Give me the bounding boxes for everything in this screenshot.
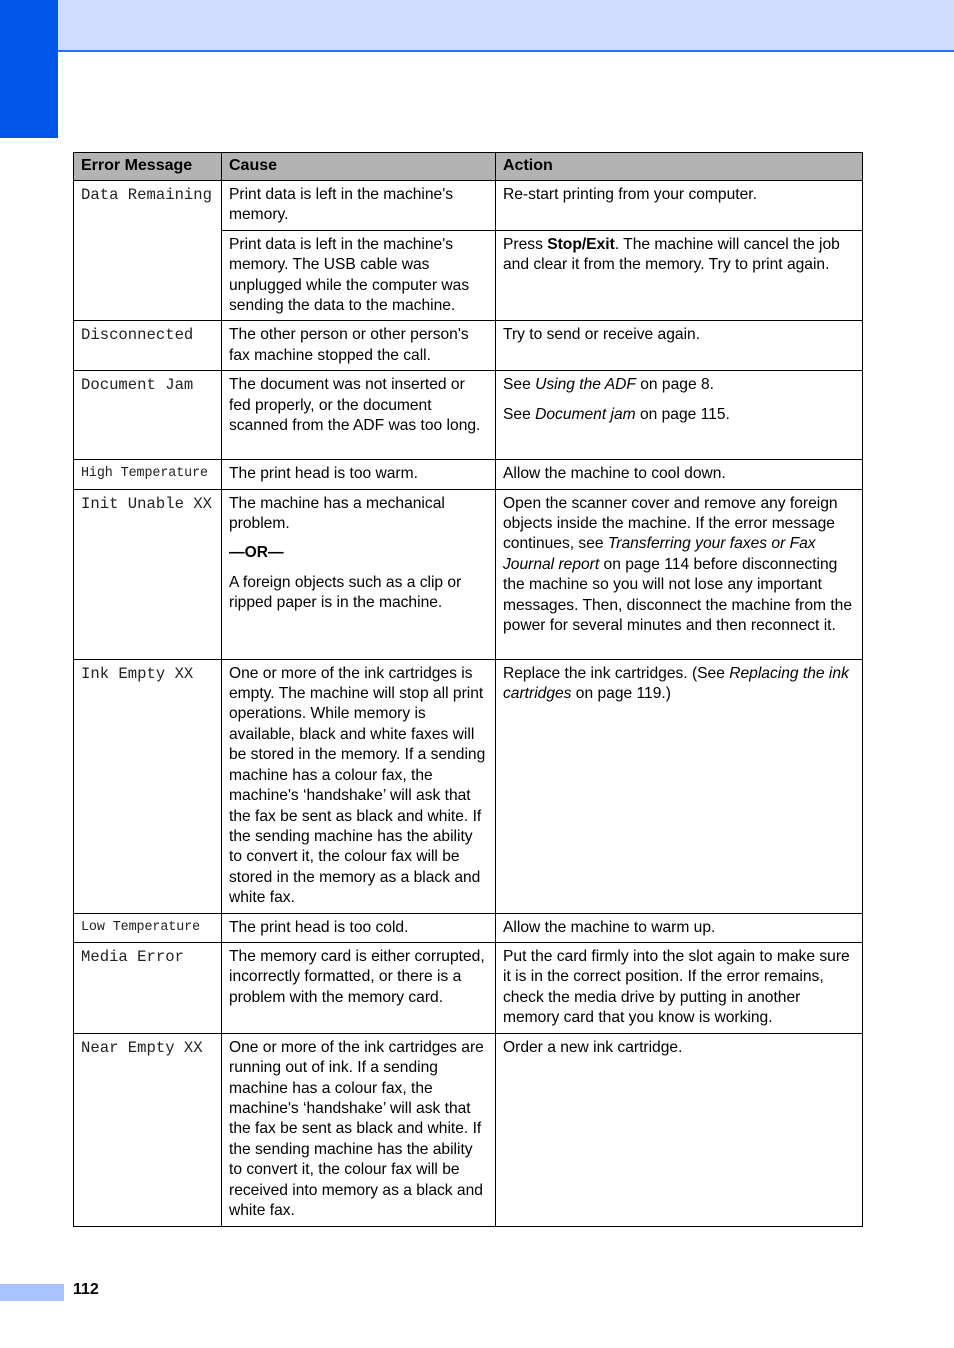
cause-cell: Print data is left in the machine's memory. <box>222 181 496 231</box>
error-message-table <box>73 152 863 1227</box>
reference-link: Using the ADF <box>535 376 636 394</box>
header-action: Action <box>496 153 863 181</box>
table-row <box>74 943 863 1034</box>
action-cell: Put the card firmly into the slot again to make sure it is in the correct position. If the error remains, check the media drive by putting in another memory card that you know is working. <box>496 943 863 1034</box>
cause-cell: The memory card is either corrupted, incorrectly formatted, or there is a problem with the memory card. <box>222 943 496 1034</box>
action-cell: Order a new ink cartridge. <box>496 1033 863 1226</box>
stop-exit-key-label: Stop/Exit <box>547 235 615 253</box>
error-code: Init Unable XX <box>74 489 222 659</box>
table-row <box>74 659 863 913</box>
action-cell <box>496 371 863 460</box>
action-cell: Try to send or receive again. <box>496 321 863 371</box>
table-row <box>74 371 863 460</box>
table-row <box>74 181 863 231</box>
or-separator: —OR— <box>229 544 284 562</box>
cause-cell: The print head is too cold. <box>222 913 496 942</box>
action-cell: Re-start printing from your computer. <box>496 181 863 231</box>
cause-cell: One or more of the ink cartridges are running out of ink. If a sending machine has a colour fax, the machine's ‘handshake’ will ask that the fax be sent as black and white. If the sending machine has the ability to convert it, the colour fax will be received into memory as a black and white fax. <box>222 1033 496 1226</box>
table-header-row <box>74 153 863 181</box>
chapter-side-tab <box>0 0 58 138</box>
header-error-message: Error Message <box>74 153 222 181</box>
action-reference: See Document jam on page 115. <box>503 405 730 423</box>
cause-cell: The print head is too warm. <box>222 460 496 489</box>
table-row <box>74 460 863 489</box>
cause-cell: The other person or other person's fax machine stopped the call. <box>222 321 496 371</box>
cause-cell: The machine has a mechanical problem. —OR— A foreign objects such as a clip or ripped paper is in the machine. <box>222 489 496 659</box>
header-cause: Cause <box>222 153 496 181</box>
error-code: Disconnected <box>74 321 222 371</box>
table-row <box>74 913 863 942</box>
page-number: 112 <box>73 1281 99 1298</box>
error-code: Ink Empty XX <box>74 659 222 913</box>
table-row <box>74 1033 863 1226</box>
action-cell: Open the scanner cover and remove any foreign objects inside the machine. If the error message continues, see Transferring your faxes or Fax Journal report on page 114 before disconnecting the machine so you will not lose any important messages. Then, disconnect the machine from the power for several minutes and then reconnect it. <box>496 489 863 659</box>
error-code: Media Error <box>74 943 222 1034</box>
reference-link: Transferring your faxes or Fax Journal report <box>503 535 816 573</box>
action-cell: Allow the machine to cool down. <box>496 460 863 489</box>
error-code: High Temperature <box>74 460 222 489</box>
error-code: Near Empty XX <box>74 1033 222 1226</box>
action-cell: Replace the ink cartridges. (See Replacing the ink cartridges on page 119.) <box>496 659 863 913</box>
cause-cell: The document was not inserted or fed properly, or the document scanned from the ADF was too long. <box>222 371 496 460</box>
page-number-bar <box>0 1284 64 1301</box>
error-code: Low Temperature <box>74 913 222 942</box>
action-cell: Allow the machine to warm up. <box>496 913 863 942</box>
cause-cell: Print data is left in the machine's memory. The USB cable was unplugged while the computer was sending the data to the machine. <box>222 230 496 321</box>
table-row <box>74 489 863 659</box>
cause-cell: One or more of the ink cartridges is empty. The machine will stop all print operations. While memory is available, black and white faxes will be stored in the memory. If a sending machine has a colour fax, the machine's ‘handshake’ will ask that the fax be sent as black and white. If the sending machine has the ability to convert it, the colour fax will be stored in the memory as a black and white fax. <box>222 659 496 913</box>
reference-link: Document jam <box>535 405 636 423</box>
error-code: Document Jam <box>74 371 222 460</box>
reference-link: Replacing the ink cartridges <box>503 664 849 703</box>
error-code: Data Remaining <box>74 181 222 321</box>
table-row <box>74 321 863 371</box>
action-reference: See Using the ADF on page 8. <box>503 376 714 394</box>
header-band <box>58 0 954 52</box>
action-cell: Press Stop/Exit. The machine will cancel the job and clear it from the memory. Try to print again. <box>496 230 863 321</box>
